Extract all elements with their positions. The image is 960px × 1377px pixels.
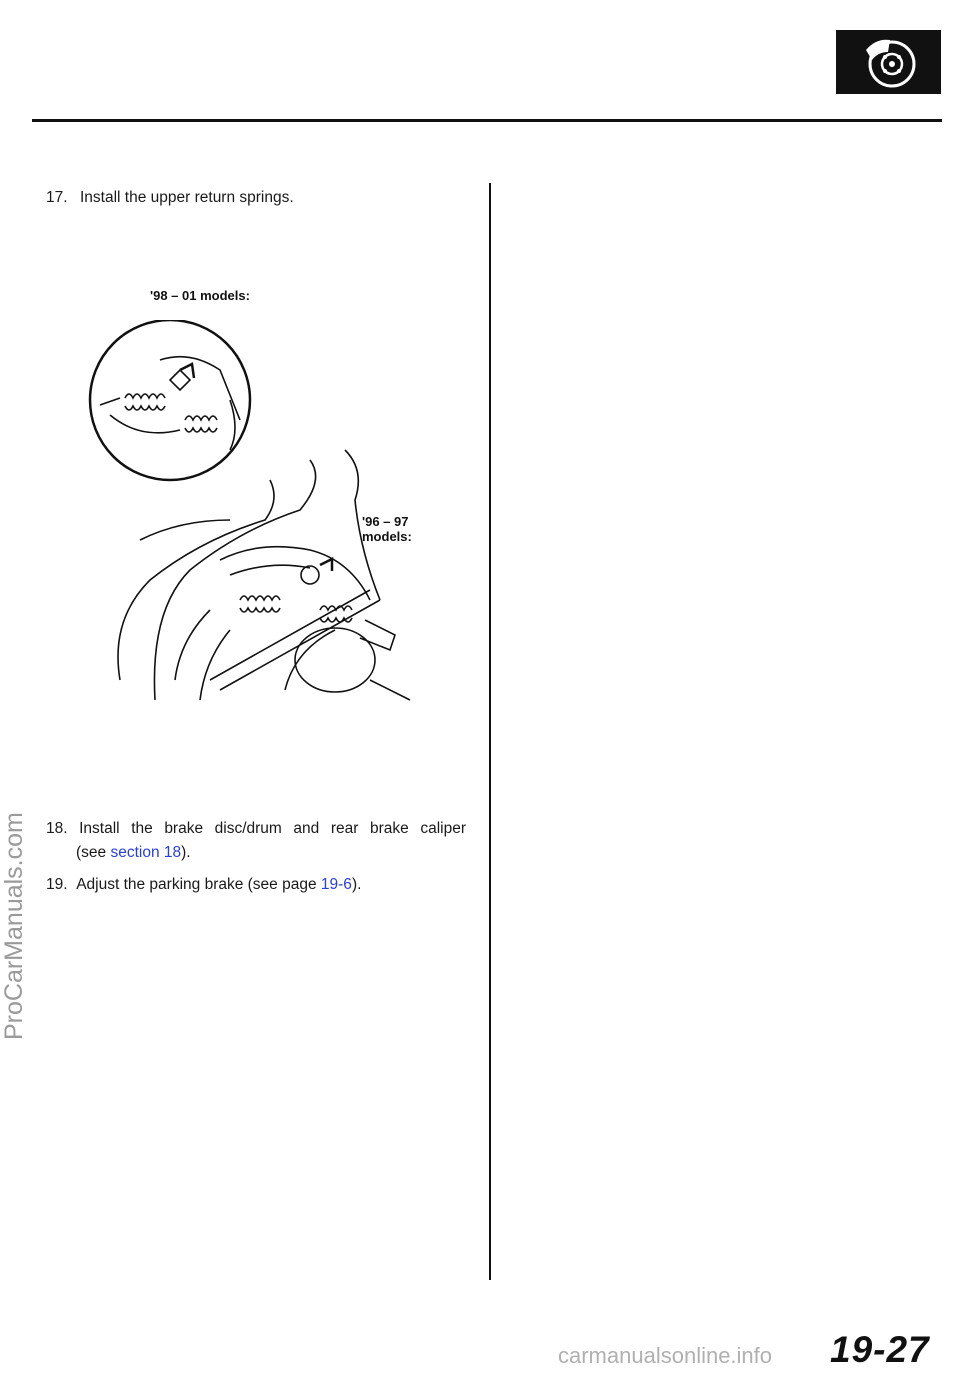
bottom-watermark: carmanualsonline.info (558, 1343, 773, 1368)
brake-assembly (210, 547, 410, 700)
step-18 (46, 817, 466, 865)
step-text: ). (181, 844, 191, 861)
figure-label-98-01: '98 – 01 models: (150, 288, 250, 303)
figure-label-line: models: (362, 529, 412, 544)
page-number: 19-27 (830, 1329, 930, 1370)
figure-label-line: '96 – 97 (362, 514, 409, 529)
step-text: Install the upper return springs. (80, 189, 294, 206)
detail-spring-assembly (100, 357, 240, 450)
column-divider (489, 183, 491, 1280)
step-word: the (131, 820, 153, 837)
header-rule (32, 119, 942, 122)
step-word: rear (330, 820, 359, 837)
step-word: disc/drum (214, 820, 282, 837)
side-watermark: ProCarManuals.com (0, 812, 28, 1040)
step-word: and (293, 820, 320, 837)
step-number: 19. (46, 876, 68, 893)
step-text: Adjust the parking brake (see page (76, 876, 321, 893)
step-word: brake (369, 820, 409, 837)
page-19-6-link[interactable]: 19-6 (320, 876, 352, 893)
step-18-line-1 (46, 817, 466, 841)
step-18-line-2 (46, 841, 466, 865)
brake-disc-icon (836, 30, 941, 94)
backing-plate (118, 450, 380, 700)
step-word: brake (164, 820, 204, 837)
step-text: (see (76, 844, 111, 861)
return-spring-illustration (80, 320, 440, 720)
step-word: Install (79, 820, 120, 837)
step-text: ). (351, 876, 362, 893)
step-number: 18. (46, 820, 68, 837)
step-19 (46, 876, 361, 894)
step-word: caliper (420, 820, 466, 837)
step-number: 17. (46, 189, 68, 206)
step-17 (46, 189, 294, 207)
section-badge (836, 30, 941, 94)
section-18-link[interactable]: section 18 (110, 844, 182, 861)
